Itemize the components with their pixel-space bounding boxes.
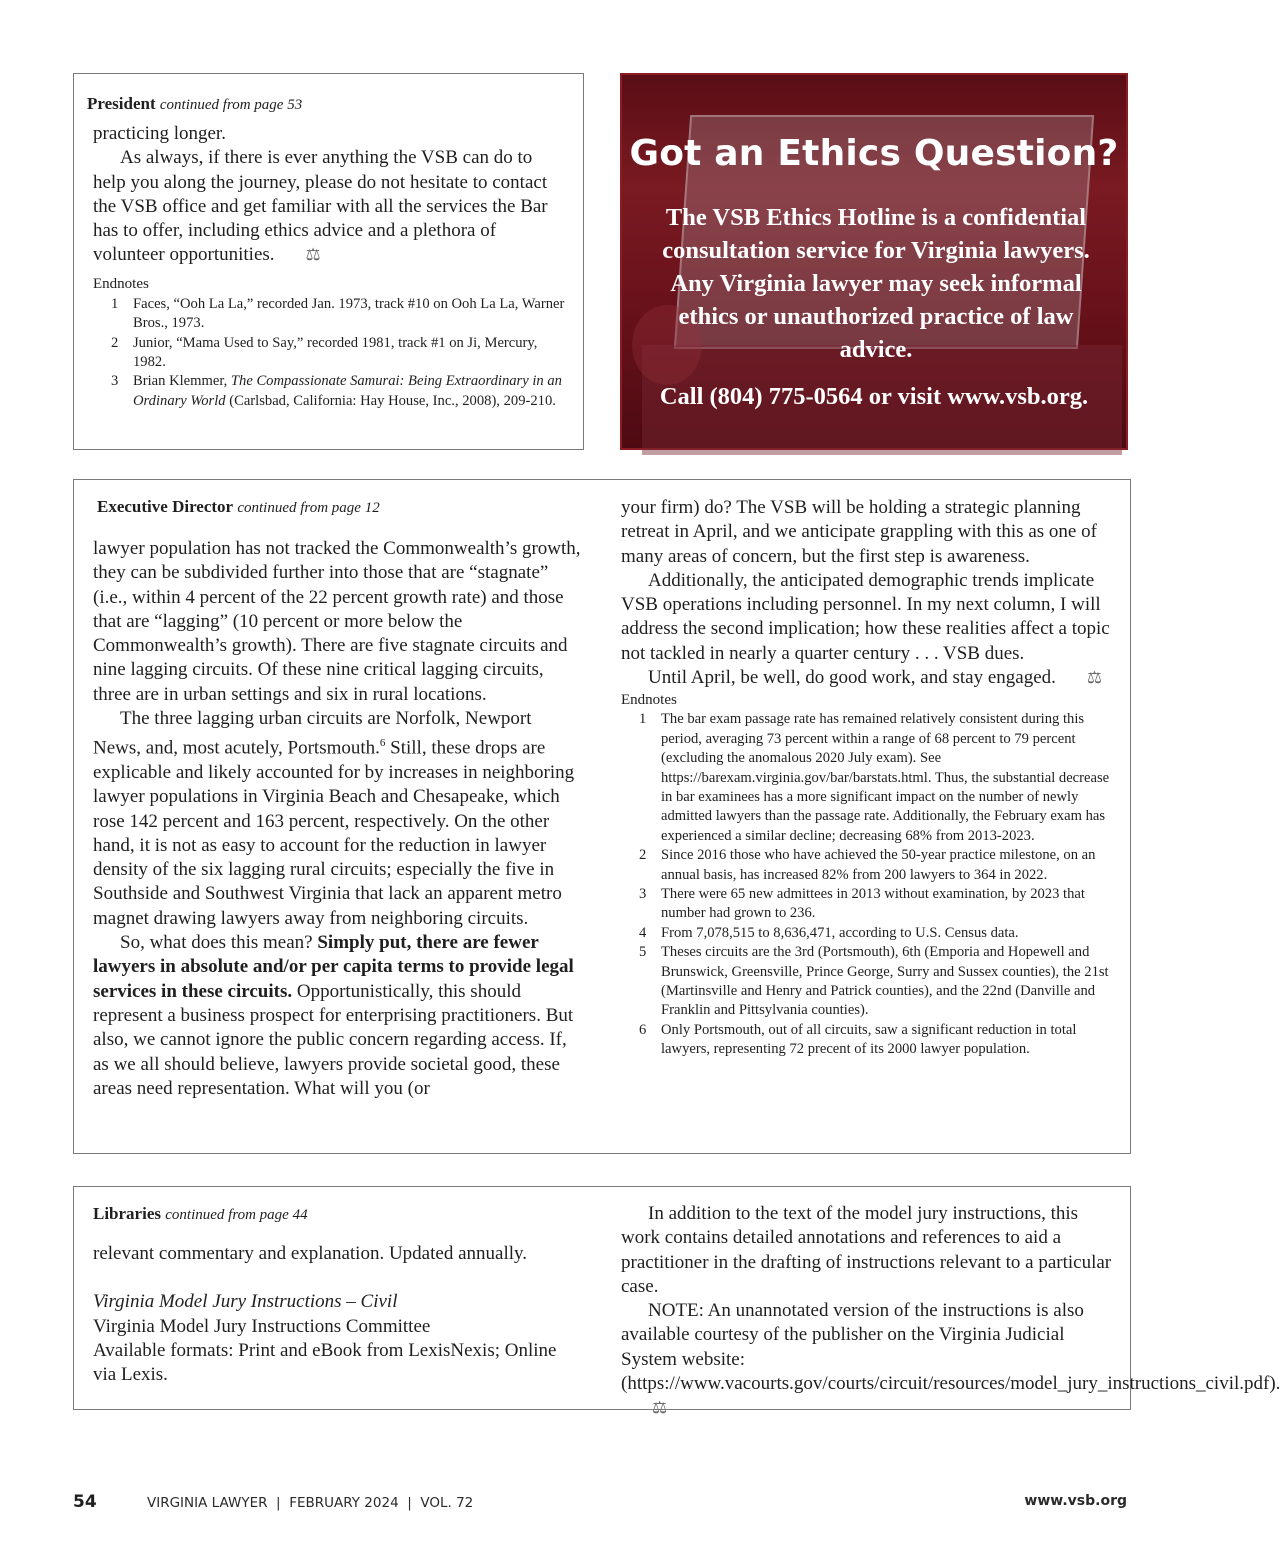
section-header bbox=[97, 497, 583, 517]
paragraph: your firm) do? The VSB will be holding a strategic planning retreat in April, and we anticipate grappling with this as one of many areas of concern, but the first step is awareness. bbox=[621, 497, 1097, 567]
paragraph-text: The three lagging urban circuits are Norfolk, Newport News, and, most acutely, Portsmouth. bbox=[93, 708, 532, 759]
endnote-text: Since 2016 those who have achieved the 50-year practice milestone, on an annual basis, has increased 82% from 200 lawyers to 364 in 2022. bbox=[661, 847, 1096, 883]
endnote-text: Faces, “Ooh La La,” recorded Jan. 1973, track #10 on Ooh La La, Warner Bros., 1973. bbox=[133, 295, 565, 332]
section-title: Libraries bbox=[93, 1204, 161, 1223]
endnote-item bbox=[93, 372, 565, 411]
endnote-number: 2 bbox=[639, 847, 647, 864]
continued-note: continued from page 12 bbox=[237, 500, 380, 516]
column-left bbox=[93, 497, 583, 1101]
libraries-body-right bbox=[621, 1202, 1280, 1421]
endnote-text: (Carlsbad, California: Hay House, Inc., 2008), 209-210. bbox=[225, 392, 556, 409]
continued-note: continued from page 53 bbox=[159, 97, 303, 113]
paragraph: lawyer population has not tracked the Commonwealth’s growth, they can be subdivided further into those that are “stagnate” (i.e., within 4 percent of the 22 percent growth rate) and those that are “lagging” (10 percent or more below the Commonwealth’s growth). There are five stagnate circuits and nine lagging circuits. Of these nine critical lagging circuits, three are in urban settings and six in rural locations. bbox=[93, 538, 581, 705]
endnote-text: Theses circuits are the 3rd (Portsmouth), 6th (Emporia and Hopewell and Brunswick, Greensville, Prince George, Surry and Sussex counties), the 21st (Martinsville and Henry and Patrick counties), and the 22nd (Danville and Franklin and Pittsylvania counties). bbox=[661, 944, 1109, 1019]
scales-of-justice-icon: ⚖ bbox=[1086, 668, 1103, 689]
endnote-number: 1 bbox=[111, 295, 119, 312]
section-title: President bbox=[87, 94, 156, 113]
endnote-item bbox=[621, 846, 1111, 885]
endnotes-list bbox=[93, 295, 565, 411]
website-link[interactable]: www.vsb.org bbox=[1024, 1493, 1127, 1509]
paragraph-text: Opportunistically, this should represent a business prospect for enterprising practitioners. But also, we cannot ignore the public concern regarding access. If, as we all should believe, lawyers provide societal good, these areas need representation. What will you (or bbox=[93, 980, 574, 1099]
emphasis-text: Simply put, there are fewer lawyers in absolute and/or per capita terms to provide legal services in these circuits. bbox=[93, 932, 574, 1002]
president-continuation-box bbox=[73, 73, 584, 450]
ethics-hotline-ad[interactable] bbox=[620, 73, 1128, 450]
endnote-text: Brian Klemmer, bbox=[133, 373, 231, 390]
endnote-book-title: The Compassionate Samurai: Being Extraordinary in an Ordinary World bbox=[133, 373, 562, 409]
publication-info: VIRGINIA LAWYER | FEBRUARY 2024 | VOL. 72 bbox=[147, 1495, 474, 1511]
paragraph: relevant commentary and explanation. Updated annually. bbox=[93, 1243, 528, 1264]
endnote-number: 4 bbox=[639, 924, 647, 941]
ad-call-to-action[interactable]: Call (804) 775-0564 or visit www.vsb.org. bbox=[659, 383, 1089, 410]
column-right bbox=[621, 1202, 1280, 1421]
book-title: Virginia Model Jury Instructions – Civil bbox=[93, 1291, 398, 1313]
endnotes-label: Endnotes bbox=[621, 692, 677, 709]
paragraph-text: Still, these drops are explicable and likely accounted for by increases in neighboring lawyer populations in Virginia Beach and Chesapeake, which rose 142 percent and 163 percent, respectively. On the other hand, it is not as easy to account for the reduction in lawyer density of the six lagging rural circuits; especially the five in Southside and Southwest Virginia that lack an apparent metro magnet drawing lawyers away from neighboring circuits. bbox=[93, 737, 575, 929]
paragraph bbox=[621, 1299, 1280, 1420]
endnote-number: 3 bbox=[639, 886, 647, 903]
endnote-text: The bar exam passage rate has remained relatively consistent during this period, averaging 73 percent within a range of 68 percent to 79 percent (excluding the anomalous 2020 July exam). See https://barexam.virginia.gov/bar/barstats.html. Thus, the substantial decrease in bar examinees has a more significant impact on the number of newly admitted lawyers than the passage rate. Additionally, the February exam has experienced a similar decline; decreasing 68% from 2013-2023. bbox=[661, 711, 1110, 844]
endnote-item bbox=[93, 334, 565, 373]
executive-director-continuation-box bbox=[73, 479, 1131, 1154]
ad-headline: Got an Ethics Question? bbox=[629, 133, 1119, 174]
page-number: 54 bbox=[73, 1492, 97, 1512]
libraries-continuation-box bbox=[73, 1186, 1280, 1419]
endnote-number: 6 bbox=[639, 1021, 647, 1038]
endnote-number: 2 bbox=[111, 334, 119, 351]
paragraph-text: So, what does this mean? bbox=[120, 932, 318, 954]
paragraph bbox=[93, 146, 565, 267]
endnote-text: There were 65 new admittees in 2013 without examination, by 2023 that number had grown to 236. bbox=[661, 886, 1085, 922]
footnote-ref: 6 bbox=[379, 737, 386, 750]
paragraph-text: Until April, be well, do good work, and stay engaged. bbox=[648, 667, 1056, 689]
ad-description: The VSB Ethics Hotline is a confidential consultation service for Virginia lawyers. Any Virginia lawyer may seek informal ethics or unauthorized practice of law advice. bbox=[662, 204, 1090, 363]
book-author: Virginia Model Jury Instructions Committee bbox=[93, 1315, 431, 1337]
endnote-number: 1 bbox=[639, 711, 647, 728]
endnote-text: Junior, “Mama Used to Say,” recorded 1981, track #1 on Ji, Mercury, 1982. bbox=[133, 334, 538, 370]
president-body bbox=[93, 122, 565, 268]
paragraph bbox=[93, 931, 583, 1101]
endnote-item bbox=[621, 943, 1111, 1021]
section-header bbox=[93, 1204, 583, 1224]
paragraph bbox=[621, 666, 1111, 690]
scales-of-justice-icon: ⚖ bbox=[305, 245, 321, 266]
section-title: Executive Director bbox=[97, 497, 234, 516]
libraries-body-left bbox=[93, 1242, 583, 1387]
endnote-item bbox=[621, 1021, 1111, 1060]
book-formats: Available formats: Print and eBook from LexisNexis; Online via Lexis. bbox=[93, 1339, 557, 1386]
endnote-number: 3 bbox=[111, 373, 119, 390]
exec-body-left bbox=[93, 537, 583, 1101]
paragraph: practicing longer. bbox=[93, 123, 226, 144]
endnotes-list bbox=[621, 710, 1111, 1059]
endnote-text: Only Portsmouth, out of all circuits, saw a significant reduction in total lawyers, representing 72 precent of its 2000 lawyer population. bbox=[661, 1021, 1077, 1058]
endnote-text: From 7,078,515 to 8,636,471, according to U.S. Census data. bbox=[661, 924, 1019, 941]
continued-note: continued from page 44 bbox=[165, 1207, 308, 1223]
endnote-item bbox=[93, 295, 565, 334]
paragraph: In addition to the text of the model jury instructions, this work contains detailed annotations and references to aid a practitioner in the drafting of instructions relevant to a particular case. bbox=[621, 1203, 1112, 1297]
paragraph-text: As always, if there is ever anything the VSB can do to help you along the journey, please do not hesitate to contact the VSB office and get familiar with all the services the Bar has to offer, including ethics advice and a plethora of volunteer opportunities. bbox=[93, 147, 548, 266]
exec-body-right bbox=[621, 496, 1111, 690]
endnote-item bbox=[621, 885, 1111, 924]
section-header bbox=[87, 94, 565, 114]
scales-of-justice-icon: ⚖ bbox=[652, 1398, 668, 1419]
paragraph: Additionally, the anticipated demographic trends implicate VSB operations including personnel. In my next column, I will address the second implication; how these realities affect a topic not tackled in nearly a quarter century . . . VSB dues. bbox=[621, 569, 1110, 664]
paragraph bbox=[93, 707, 583, 931]
endnotes-label: Endnotes bbox=[93, 275, 149, 292]
endnote-item bbox=[621, 924, 1111, 943]
column-right bbox=[621, 496, 1111, 1060]
endnote-number: 5 bbox=[639, 944, 647, 961]
column-left bbox=[93, 1204, 583, 1387]
endnote-item bbox=[621, 710, 1111, 846]
paragraph-text: NOTE: An unannotated version of the instructions is also available courtesy of the publisher on the Virginia Judicial System website: (https://www.vacourts.gov/courts/circuit/resources/model_jury_instructions_civil.pdf). bbox=[621, 1300, 1280, 1395]
